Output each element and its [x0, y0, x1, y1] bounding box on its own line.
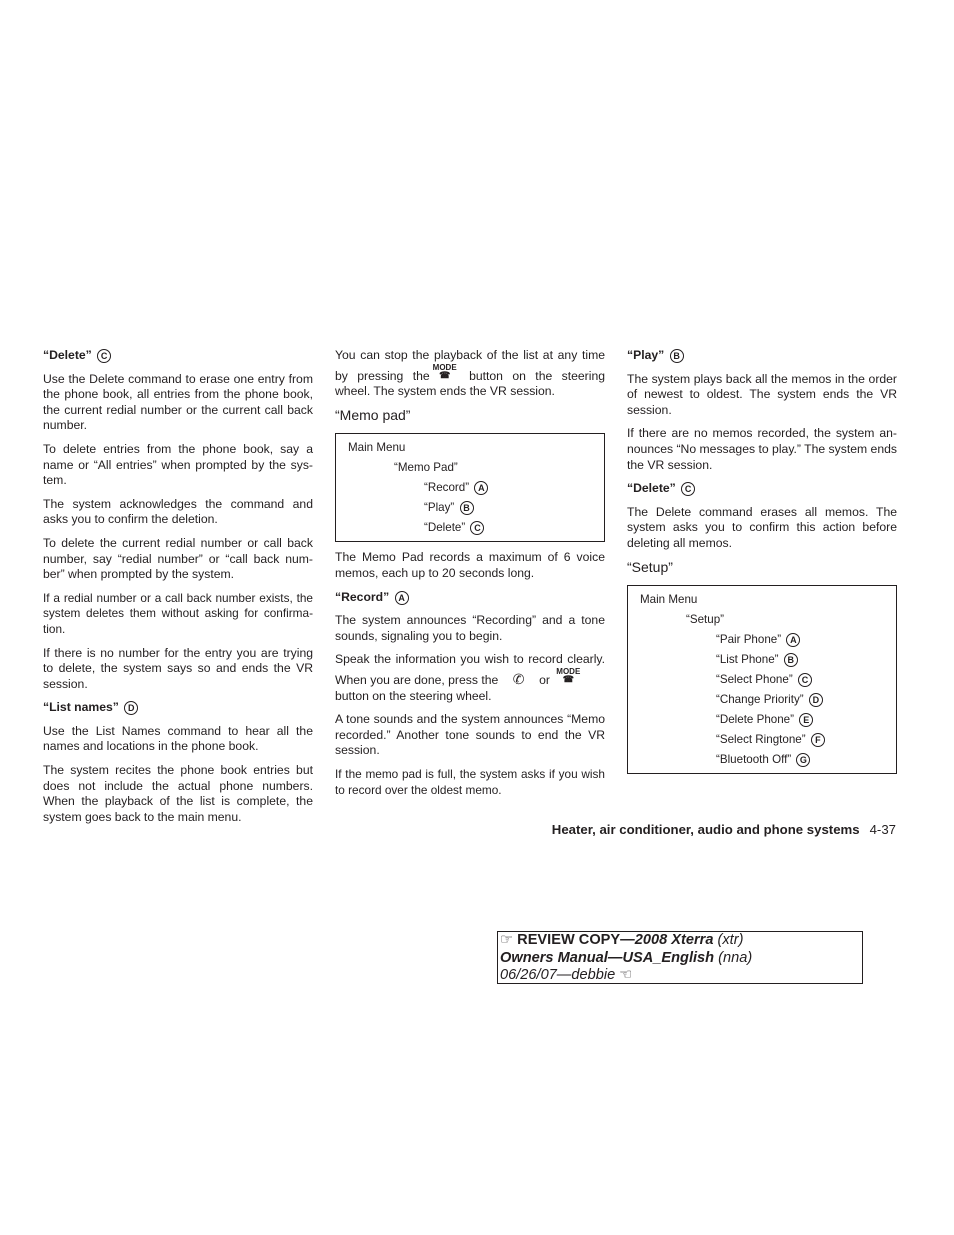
menu-setup: “Setup”	[686, 613, 725, 627]
menu-item	[640, 650, 896, 670]
column-left	[43, 348, 313, 833]
paragraph: The Memo Pad records a maximum of 6 voice memos, each up to 20 seconds long.	[335, 550, 605, 580]
paragraph: The system plays back all the memos in the order of newest to oldest. The system ends the VR session.	[627, 371, 897, 417]
text-run: Speak the information you wish to record clearly. When you are done, press the	[335, 652, 605, 687]
marker-f-icon: F	[811, 733, 825, 747]
manual-code: (nna)	[714, 949, 753, 966]
marker-a-icon: A	[395, 591, 409, 605]
memo-pad-title: “Memo pad”	[335, 406, 411, 423]
delete-heading	[43, 348, 313, 364]
paragraph: Use the Delete command to erase one entry from the phone book, all entries from the phone book, the current redial number or the current call back number.	[43, 371, 313, 433]
marker-d-icon: D	[124, 701, 138, 715]
menu-item	[640, 750, 896, 770]
marker-g-icon: G	[796, 753, 810, 767]
paragraph: The system acknowledges the command and asks you to confirm the deletion.	[43, 496, 313, 527]
phone-talk-icon: ✆	[512, 670, 525, 687]
menu-item	[640, 690, 896, 710]
review-line-3	[500, 967, 862, 985]
menu-item-label: “Bluetooth Off”	[716, 753, 792, 767]
paragraph: If a redial number or a call back number exists, the system deletes them without asking for confirma-tion.	[43, 590, 313, 636]
paragraph: If the memo pad is full, the system asks if you wish to record over the oldest memo.	[335, 766, 605, 797]
page-number: 4-37	[869, 822, 896, 837]
menu-play	[348, 498, 604, 518]
delete-heading	[627, 481, 897, 497]
paragraph	[335, 348, 605, 400]
menu-item-label: “Delete Phone”	[716, 713, 794, 727]
list-names-heading	[43, 700, 313, 716]
menu-memo-pad: “Memo Pad”	[394, 461, 458, 475]
marker-c-icon: C	[681, 482, 695, 496]
paragraph: A tone sounds and the system announces “Memo recorded.” Another tone sounds to end the VR session.	[335, 712, 605, 758]
mode-label: MODE	[432, 362, 457, 372]
text-run: or	[539, 672, 550, 687]
paragraph: The Delete command erases all memos. The system asks you to confirm this action before deleting all memos.	[627, 504, 897, 550]
review-line-1	[500, 932, 862, 950]
mode-button-icon: MODE ☎	[556, 666, 581, 684]
memo-pad-menu-box	[335, 433, 605, 542]
model-name: 2008 Xterra	[634, 932, 714, 948]
delete-heading-text: “Delete”	[43, 348, 92, 362]
record-heading-text: “Record”	[335, 589, 390, 604]
menu-delete-label: “Delete”	[424, 521, 466, 535]
review-line-2	[500, 950, 862, 968]
menu-item-label: “Select Phone”	[716, 673, 793, 687]
paragraph: If there is no number for the entry you are trying to delete, the system says so and ends the VR session.	[43, 645, 313, 691]
setup-menu-box	[627, 585, 897, 774]
column-right	[627, 348, 897, 782]
pointing-hand-right-icon: ☞	[500, 932, 514, 948]
menu-item	[640, 630, 896, 650]
paragraph: If there are no memos recorded, the system an-nounces “No messages to play.” The system ends the VR session.	[627, 426, 897, 472]
paragraph: To delete the current redial number or call back number, say “redial number” or “call back num-ber” when prompted by the system.	[43, 535, 313, 582]
pointing-hand-left-icon: ☜	[619, 967, 633, 983]
paragraph: To delete entries from the phone book, say a name or “All entries” when prompted by the sys-tem.	[43, 441, 313, 488]
section-title: Heater, air conditioner, audio and phone systems	[551, 822, 860, 837]
menu-item	[640, 710, 896, 730]
marker-c-icon: C	[97, 349, 111, 363]
delete-heading-text: “Delete”	[627, 481, 676, 496]
marker-b-icon: B	[460, 501, 474, 515]
text-run: button on the steering wheel.	[335, 688, 492, 703]
play-heading	[627, 348, 897, 364]
column-middle	[335, 348, 605, 806]
paragraph: The system recites the phone book entries but does not include the actual phone numbers. When the playback of the list is complete, the system goes back to the main menu.	[43, 763, 313, 824]
menu-play-label: “Play”	[424, 501, 455, 515]
menu-item-label: “Change Priority”	[716, 693, 804, 707]
play-heading-text: “Play”	[627, 348, 665, 362]
menu-item	[640, 670, 896, 690]
marker-c-icon: C	[798, 673, 812, 687]
page-footer	[552, 822, 896, 837]
text-run: button on the steering wheel. The system ends the VR session.	[335, 368, 606, 399]
menu-record	[348, 478, 604, 498]
menu-item-label: “List Phone”	[716, 653, 779, 667]
text-run: You can stop the playback of the list at any time by pressing the	[335, 348, 605, 383]
marker-d-icon: D	[809, 693, 823, 707]
menu-main: Main Menu	[640, 593, 698, 607]
marker-b-icon: B	[784, 653, 798, 667]
marker-e-icon: E	[799, 713, 813, 727]
marker-a-icon: A	[786, 633, 800, 647]
menu-main: Main Menu	[348, 441, 406, 455]
model-code: (xtr)	[713, 932, 744, 948]
paragraph	[335, 652, 605, 704]
setup-title: “Setup”	[627, 558, 673, 575]
menu-item-label: “Pair Phone”	[716, 633, 782, 647]
record-heading	[335, 590, 605, 606]
list-names-heading-text: “List names”	[43, 700, 119, 715]
paragraph: Use the List Names command to hear all the names and locations in the phone book.	[43, 723, 313, 754]
menu-item-label: “Select Ringtone”	[716, 733, 806, 747]
manual-name: Owners Manual—USA_English	[500, 949, 715, 966]
marker-b-icon: B	[670, 349, 684, 363]
review-label: REVIEW COPY—	[517, 932, 635, 948]
review-copy-stamp	[497, 931, 863, 984]
marker-c-icon: C	[470, 521, 484, 535]
menu-item	[640, 730, 896, 750]
menu-record-label: “Record”	[424, 481, 470, 495]
mode-button-icon: MODE ☎	[432, 362, 457, 380]
mode-label: MODE	[556, 666, 581, 676]
review-date: 06/26/07—debbie	[500, 967, 616, 983]
marker-a-icon: A	[474, 481, 488, 495]
menu-delete	[348, 518, 604, 538]
paragraph: The system announces “Recording” and a tone sounds, signaling you to begin.	[335, 613, 605, 643]
